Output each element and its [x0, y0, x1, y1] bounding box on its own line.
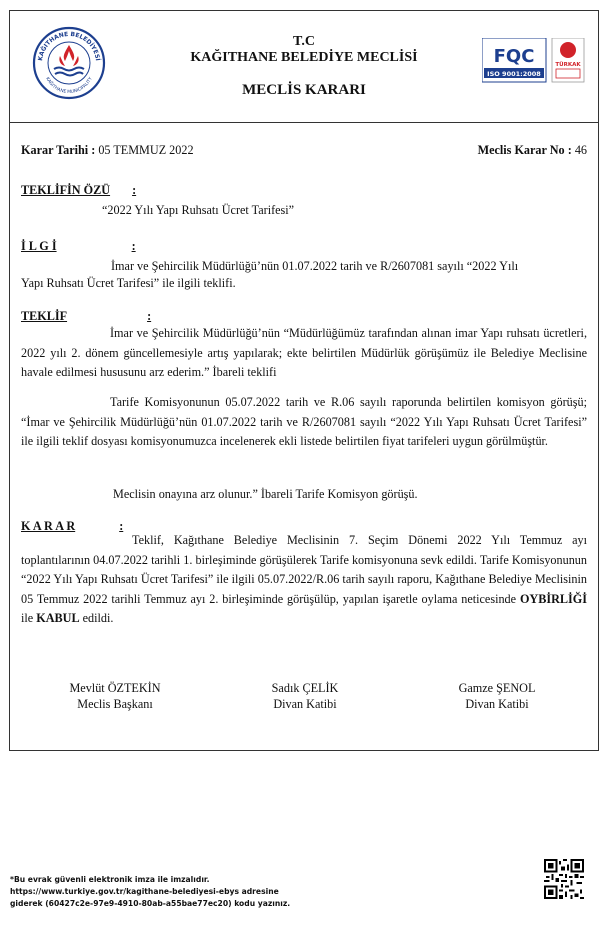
header-tc: T.C — [293, 34, 315, 49]
cert-turkak-text: TÜRKAK — [555, 62, 581, 68]
document-title: MECLİS KARARI — [242, 82, 366, 98]
section-karar-label: K A R A R : — [21, 519, 124, 533]
section-ilgi-label: İ L G İ : — [21, 239, 136, 253]
e-signature-note — [10, 874, 290, 910]
decision-date-value: 05 TEMMUZ 2022 — [98, 143, 194, 157]
decision-number — [478, 142, 587, 158]
vote-result: OYBİRLİĞİ — [519, 591, 587, 606]
signature-clerk-1 — [230, 680, 380, 712]
section-ilgi-line2: Yapı Ruhsatı Ücret Tarifesi” ile ilgili teklifi. — [21, 276, 236, 290]
logo-left-text: KAĞITHANE BELEDİYESİ — [37, 30, 101, 62]
signature-clerk-2 — [422, 680, 572, 712]
cert-fqc-text: FQC — [493, 46, 535, 67]
footer-line-1: *Bu evrak güvenli elektronik imza ile imzalıdır. — [10, 875, 210, 884]
section-teklif-p2: Tarife Komisyonunun 05.07.2022 tarih ve R.06 sayılı raporunda belirtilen komisyon görüşü; “İmar ve Şehircilik Müdürlüğü’nün 01.07.2022 tarih ve R/2607081 sayılı “2022 Yılı Yapı Ruhsatı Ücret Tarifesi” ile ilgili teklif dosyası komisyonumuzca incelenerek ekli listede belirtilen fiyat tarifeleri uygun görülmüştür. — [21, 395, 587, 448]
section-teklif-label: TEKLİF : — [21, 309, 152, 323]
certification-logo — [482, 38, 586, 84]
footer-line-3: giderek (60427c2e-97e9-4910-80ab-a55bae77ec20) kodu yazınız. — [10, 899, 291, 908]
signature-chairman — [40, 680, 190, 712]
header-divider — [9, 122, 599, 123]
decision-number-value: 46 — [574, 143, 587, 157]
section-karar-text: Teklif, Kağıthane Belediye Meclisinin 7. Seçim Dönemi 2022 Yılı Temmuz ayı toplantılarının 04.07.2022 tarihli 1. birleşiminde görüşülerek Tarife komisyonuna sevk edildi. Tarife Komisyonunun “2022 Yılı Yapı Ruhsatı Ücret Tarifesi” ile ilgili 05.07.2022/R.06 tarih sayılı raporu, Kağıthane Belediye Meclisinin 05 Temmuz 2022 tarihli Temmuz ayı 2. birleşiminde görüşülüp, yapılan işaretle oylama neticesinde OYBİRLİĞİ ile KABUL edildi. — [21, 533, 587, 625]
section-ozu-text: “2022 Yılı Yapı Ruhsatı Ücret Tarifesi” — [102, 203, 295, 217]
decision-date-label: Karar Tarihi : — [21, 143, 96, 157]
signature-name: Mevlüt ÖZTEKİN — [69, 681, 161, 695]
qr-code-icon — [544, 859, 584, 899]
signature-role: Divan Katibi — [273, 697, 337, 711]
signature-name: Gamze ŞENOL — [458, 681, 536, 695]
section-teklif-p3: Meclisin onayına arz olunur.” İbareli Tarife Komisyon görüşü. — [113, 487, 418, 501]
decision-date — [21, 142, 194, 158]
decision-number-label: Meclis Karar No : — [477, 143, 572, 157]
section-ilgi-line1: İmar ve Şehircilik Müdürlüğü’nün 01.07.2022 tarih ve R/2607081 sayılı “2022 Yılı — [111, 259, 519, 273]
section-ozu-label: TEKLİFİN ÖZÜ : — [21, 183, 137, 197]
cert-iso-text: ISO 9001:2008 — [487, 70, 541, 78]
footer-line-2[interactable]: https://www.turkiye.gov.tr/kagithane-belediyesi-ebys adresine — [10, 887, 279, 896]
section-teklif-p1: İmar ve Şehircilik Müdürlüğü’nün “Müdürlüğümüz tarafından alınan imar Yapı ruhsatı ücretleri, 2022 yılı 2. dönem güncellemesiyle artış yapılarak; ekte belirtilen Müdürlük görüşümüz ile Belediye Meclisine havale edilmesi hususunu arz ederim.” İbareli teklifi — [21, 326, 587, 379]
logo-left-sub: KAĞITHANE MUNICIPALITY — [44, 76, 94, 96]
header-council-name: KAĞITHANE BELEDİYE MECLİSİ — [190, 50, 418, 65]
signature-role: Meclis Başkanı — [77, 697, 153, 711]
signature-role: Divan Katibi — [465, 697, 529, 711]
accept-result: KABUL — [36, 611, 80, 625]
signature-name: Sadık ÇELİK — [271, 681, 339, 695]
